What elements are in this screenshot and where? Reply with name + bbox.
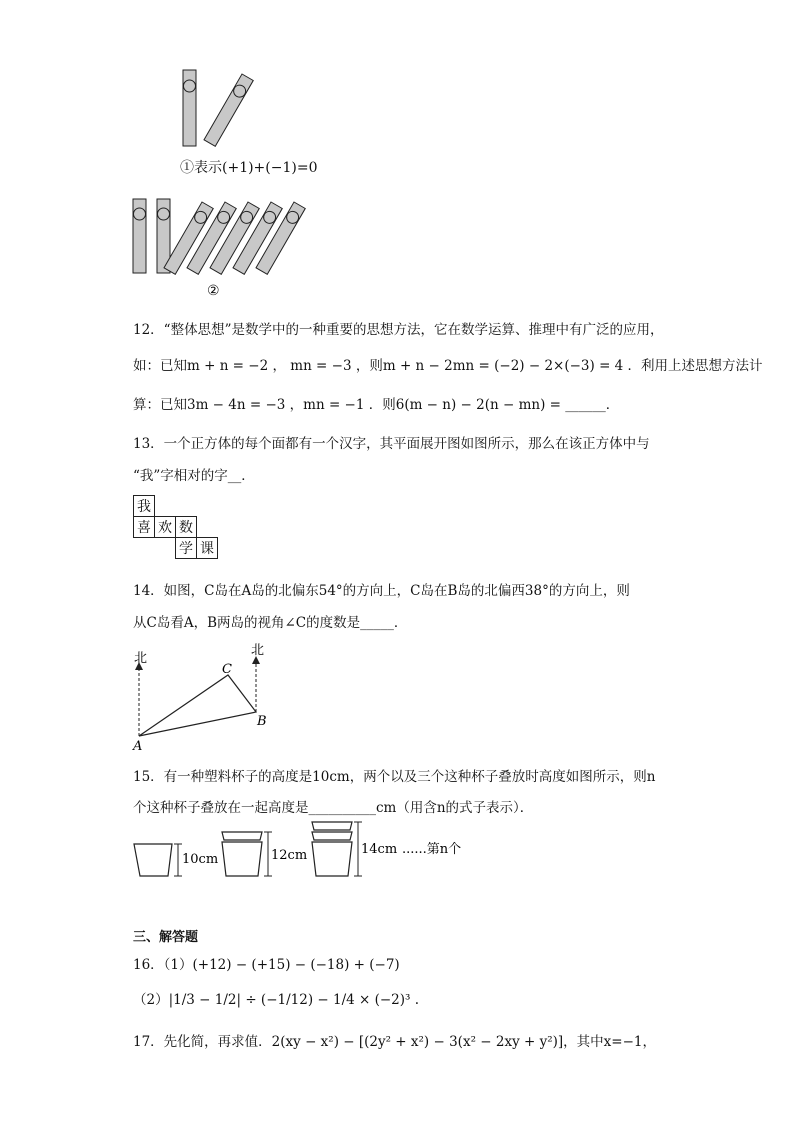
bar-negative-1: [204, 74, 253, 146]
fig11-caption-1: ①表示(+1)+(−1)=0: [180, 160, 318, 176]
cup-stack-1: [134, 844, 182, 876]
q15-figure: [128, 818, 488, 884]
north-label-a: 北: [134, 651, 148, 666]
nth-cup-label: ......第n个: [402, 842, 462, 857]
cube-net: [133, 495, 239, 559]
q15-line-2: 个这种杯子叠放在一起高度是__________cm（用含n的式子表示）．: [133, 800, 534, 816]
bar-positive-1: [183, 70, 196, 146]
q12-line-1: 12．“整体思想”是数学中的一种重要的思想方法，它在数学运算、推理中有广泛的应用，: [133, 322, 664, 338]
height-label-3: 14cm: [361, 842, 398, 857]
net-cell-xue: 学: [176, 538, 197, 559]
q14-figure: [125, 636, 285, 754]
section-3-title: 三、解答题: [133, 930, 199, 945]
q15-line-1: 15．有一种塑料杯子的高度是10cm，两个以及三个这种杯子叠放时高度如图所示，则n: [133, 769, 656, 785]
point-b-label: B: [257, 714, 267, 729]
q14-line-2: 从C岛看A，B两岛的视角∠C的度数是_____．: [133, 615, 408, 631]
height-label-1: 10cm: [182, 852, 219, 867]
bar-positive-2: [133, 199, 146, 273]
net-cell-shu: 数: [176, 517, 197, 538]
net-cell-wo: 我: [134, 496, 155, 517]
net-cell-ke: 课: [197, 538, 218, 559]
q13-line-1: 13．一个正方体的每个面都有一个汉字，其平面展开图如图所示，那么在该正方体中与: [133, 436, 650, 452]
cup-stack-3: [312, 822, 362, 876]
q12-line-2: 如：已知m + n = −2 ， mn = −3 ，则m + n − 2mn = (−2) − 2×(−3) = 4 ．利用上述思想方法计: [133, 358, 763, 374]
q16-part-1: 16．（1）(+12) − (+15) − (−18) + (−7): [133, 957, 400, 973]
triangle-abc: [139, 675, 256, 736]
q17-line-1: 17．先化简，再求值．2(xy − x²) − [(2y² + x²) − 3(x² − 2xy + y²)]，其中x=−1，: [133, 1034, 656, 1050]
cup-stack-2: [222, 832, 272, 876]
net-cell-huan: 欢: [155, 517, 176, 538]
north-label-b: 北: [251, 643, 265, 658]
q13-line-2: “我”字相对的字__．: [133, 468, 255, 484]
net-cell-xi: 喜: [134, 517, 155, 538]
q11-figure: [120, 62, 350, 302]
q12-line-3: 算：已知3m − 4n = −3 ，mn = −1 ．则6(m − n) − 2(n − mn) = ______．: [133, 397, 620, 413]
fig11-caption-2: ②: [207, 283, 220, 299]
point-a-label: A: [133, 739, 143, 754]
point-c-label: C: [222, 662, 232, 677]
height-label-2: 12cm: [271, 848, 308, 863]
q14-line-1: 14．如图，C岛在A岛的北偏东54°的方向上，C岛在B岛的北偏西38°的方向上，则: [133, 583, 630, 599]
q16-part-2: （2）|1/3 − 1/2| ÷ (−1/12) − 1/4 × (−2)³ .: [133, 992, 420, 1008]
